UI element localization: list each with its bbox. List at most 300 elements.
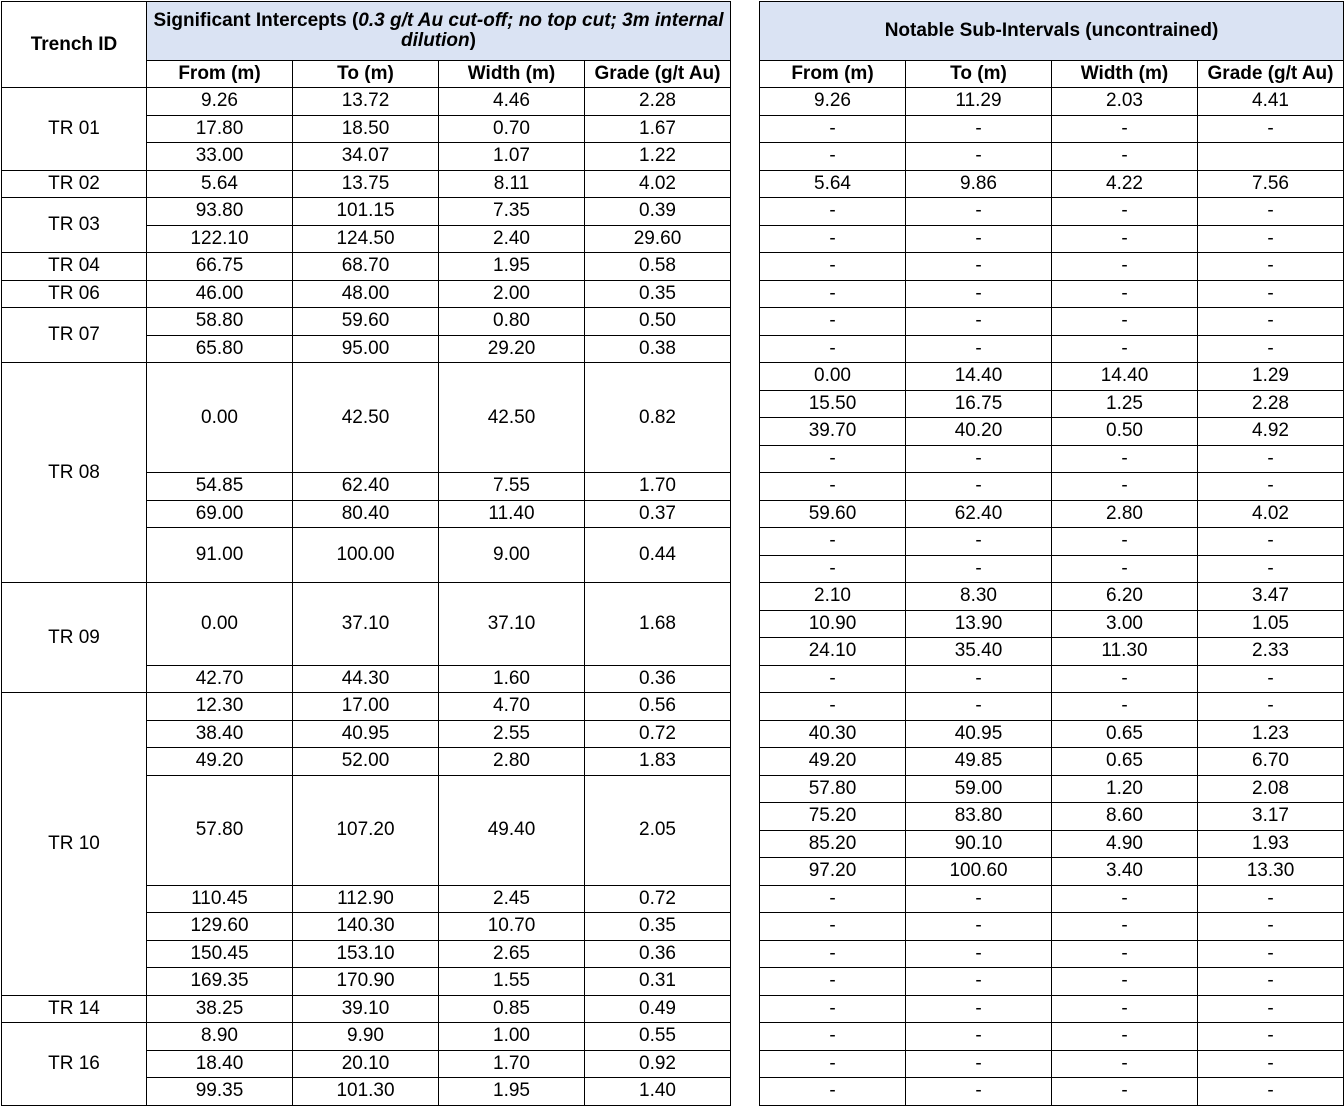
trench-id-cell: TR 03 — [2, 198, 147, 253]
to-cell: 13.72 — [293, 88, 439, 116]
width-cell: 2.45 — [439, 885, 585, 913]
table-row — [760, 775, 1344, 803]
width-cell: 1.95 — [439, 253, 585, 281]
sub-intervals-column-headers — [760, 61, 1344, 88]
to-cell: - — [906, 528, 1052, 556]
grade-cell: 0.72 — [585, 720, 731, 748]
table-row — [760, 940, 1344, 968]
width-cell: - — [1052, 115, 1198, 143]
grade-cell: - — [1198, 528, 1344, 556]
table-row — [760, 198, 1344, 226]
trench-id-cell: TR 01 — [2, 88, 147, 171]
to-cell: - — [906, 1023, 1052, 1051]
grade-cell: - — [1198, 940, 1344, 968]
from-cell: - — [760, 115, 906, 143]
table-row — [760, 693, 1344, 721]
table-row — [2, 198, 731, 226]
table-row — [760, 418, 1344, 446]
to-cell: 16.75 — [906, 390, 1052, 418]
grade-cell: - — [1198, 1023, 1344, 1051]
to-cell: - — [906, 913, 1052, 941]
table-row — [760, 473, 1344, 501]
to-cell: 124.50 — [293, 225, 439, 253]
from-cell: - — [760, 913, 906, 941]
width-cell: 0.65 — [1052, 720, 1198, 748]
width-cell: - — [1052, 1023, 1198, 1051]
grade-cell: - — [1198, 913, 1344, 941]
grade-cell: 1.67 — [585, 115, 731, 143]
from-cell: 39.70 — [760, 418, 906, 446]
trench-id-cell: TR 10 — [2, 693, 147, 996]
from-cell: - — [760, 693, 906, 721]
from-cell: 46.00 — [147, 280, 293, 308]
width-cell: - — [1052, 555, 1198, 583]
table-row — [760, 170, 1344, 198]
width-cell: - — [1052, 665, 1198, 693]
grade-cell: 4.41 — [1198, 88, 1344, 116]
from-cell: - — [760, 1078, 906, 1106]
width-cell: - — [1052, 280, 1198, 308]
width-cell: 11.40 — [439, 500, 585, 528]
table-row — [760, 528, 1344, 556]
from-cell: 169.35 — [147, 968, 293, 996]
from-cell: - — [760, 143, 906, 171]
table-row — [760, 803, 1344, 831]
width-cell: 2.80 — [1052, 500, 1198, 528]
to-cell: 13.75 — [293, 170, 439, 198]
width-cell: 4.22 — [1052, 170, 1198, 198]
from-cell: - — [760, 995, 906, 1023]
from-cell: 93.80 — [147, 198, 293, 226]
width-cell: 1.95 — [439, 1078, 585, 1106]
grade-cell: 6.70 — [1198, 748, 1344, 776]
width-cell: 8.11 — [439, 170, 585, 198]
grade-cell: 0.92 — [585, 1050, 731, 1078]
from-cell: 12.30 — [147, 693, 293, 721]
table-row — [2, 88, 731, 116]
width-cell: - — [1052, 995, 1198, 1023]
trench-id-cell: TR 09 — [2, 583, 147, 693]
grade-cell: 2.33 — [1198, 638, 1344, 666]
width-cell: 0.70 — [439, 115, 585, 143]
to-cell: 40.95 — [293, 720, 439, 748]
to-cell: 39.10 — [293, 995, 439, 1023]
table-row — [760, 638, 1344, 666]
to-cell: 59.60 — [293, 308, 439, 336]
to-cell: 14.40 — [906, 363, 1052, 391]
grade-cell: 0.39 — [585, 198, 731, 226]
grade-cell: 4.02 — [1198, 500, 1344, 528]
to-cell: 112.90 — [293, 885, 439, 913]
grade-cell: 2.08 — [1198, 775, 1344, 803]
from-cell: - — [760, 1050, 906, 1078]
table-row — [760, 1050, 1344, 1078]
from-cell: 17.80 — [147, 115, 293, 143]
grade-cell: 0.72 — [585, 885, 731, 913]
table-row — [760, 225, 1344, 253]
to-cell: 34.07 — [293, 143, 439, 171]
from-cell: 57.80 — [147, 775, 293, 885]
width-cell: 1.07 — [439, 143, 585, 171]
grade-cell: 0.55 — [585, 1023, 731, 1051]
from-cell: - — [760, 445, 906, 473]
from-cell: 58.80 — [147, 308, 293, 336]
from-cell: 18.40 — [147, 1050, 293, 1078]
to-cell: 17.00 — [293, 693, 439, 721]
width-cell: 10.70 — [439, 913, 585, 941]
from-cell: 65.80 — [147, 335, 293, 363]
from-cell: - — [760, 968, 906, 996]
grade-cell: - — [1198, 115, 1344, 143]
to-cell: - — [906, 335, 1052, 363]
width-cell: - — [1052, 225, 1198, 253]
grade-cell: 0.50 — [585, 308, 731, 336]
to-cell: - — [906, 280, 1052, 308]
width-cell: 42.50 — [439, 363, 585, 473]
grade-cell: 1.93 — [1198, 830, 1344, 858]
from-cell: 69.00 — [147, 500, 293, 528]
table-row — [760, 830, 1344, 858]
from-cell: 66.75 — [147, 253, 293, 281]
to-cell: 140.30 — [293, 913, 439, 941]
to-cell: 83.80 — [906, 803, 1052, 831]
grade-cell: 0.35 — [585, 280, 731, 308]
width-cell: - — [1052, 253, 1198, 281]
to-cell: - — [906, 253, 1052, 281]
sub-intervals-body — [760, 88, 1344, 1106]
to-cell: 42.50 — [293, 363, 439, 473]
grade-cell: - — [1198, 253, 1344, 281]
grade-cell: - — [1198, 995, 1344, 1023]
intercepts-body — [2, 88, 731, 1106]
width-cell: - — [1052, 445, 1198, 473]
from-cell: 0.00 — [760, 363, 906, 391]
width-cell: - — [1052, 308, 1198, 336]
to-cell: 80.40 — [293, 500, 439, 528]
grade-cell: 1.83 — [585, 748, 731, 776]
to-cell: 35.40 — [906, 638, 1052, 666]
trench-id-header: Trench ID — [2, 2, 147, 88]
width-cell: - — [1052, 693, 1198, 721]
from-cell: 38.40 — [147, 720, 293, 748]
to-cell: 107.20 — [293, 775, 439, 885]
col-width: Width (m) — [1052, 61, 1198, 88]
from-cell: 85.20 — [760, 830, 906, 858]
to-cell: - — [906, 968, 1052, 996]
width-cell: 3.40 — [1052, 858, 1198, 886]
width-cell: 2.03 — [1052, 88, 1198, 116]
to-cell: 52.00 — [293, 748, 439, 776]
width-cell: 0.50 — [1052, 418, 1198, 446]
table-row — [760, 913, 1344, 941]
grade-cell: 0.31 — [585, 968, 731, 996]
table-row — [760, 1023, 1344, 1051]
to-cell: - — [906, 885, 1052, 913]
table-row — [2, 253, 731, 281]
to-cell: - — [906, 198, 1052, 226]
to-cell: 40.95 — [906, 720, 1052, 748]
to-cell: 100.60 — [906, 858, 1052, 886]
grade-cell: 13.30 — [1198, 858, 1344, 886]
from-cell: 110.45 — [147, 885, 293, 913]
grade-cell: 0.58 — [585, 253, 731, 281]
to-cell: - — [906, 143, 1052, 171]
grade-cell: 0.44 — [585, 528, 731, 583]
table-row — [760, 500, 1344, 528]
width-cell: 14.40 — [1052, 363, 1198, 391]
width-cell: 7.55 — [439, 473, 585, 501]
table-row — [2, 1023, 731, 1051]
sub-intervals-title: Notable Sub-Intervals (uncontrained) — [760, 2, 1344, 61]
to-cell: 90.10 — [906, 830, 1052, 858]
grade-cell: 0.56 — [585, 693, 731, 721]
grade-cell: - — [1198, 1078, 1344, 1106]
grade-cell: 7.56 — [1198, 170, 1344, 198]
to-cell: - — [906, 225, 1052, 253]
from-cell: 122.10 — [147, 225, 293, 253]
grade-cell: 1.40 — [585, 1078, 731, 1106]
width-cell: 2.00 — [439, 280, 585, 308]
grade-cell: 0.36 — [585, 665, 731, 693]
trench-id-cell: TR 06 — [2, 280, 147, 308]
table-row — [2, 363, 731, 391]
to-cell: 95.00 — [293, 335, 439, 363]
trench-id-cell: TR 04 — [2, 253, 147, 281]
grade-cell: - — [1198, 473, 1344, 501]
width-cell: 11.30 — [1052, 638, 1198, 666]
table-row — [760, 720, 1344, 748]
grade-cell: - — [1198, 665, 1344, 693]
from-cell: 24.10 — [760, 638, 906, 666]
to-cell: 62.40 — [906, 500, 1052, 528]
from-cell: 2.10 — [760, 583, 906, 611]
to-cell: 100.00 — [293, 528, 439, 583]
width-cell: - — [1052, 1078, 1198, 1106]
grade-cell: 0.37 — [585, 500, 731, 528]
to-cell: 49.85 — [906, 748, 1052, 776]
from-cell: 33.00 — [147, 143, 293, 171]
table-row — [760, 583, 1344, 611]
grade-cell: 3.47 — [1198, 583, 1344, 611]
col-to: To (m) — [293, 61, 439, 88]
table-row — [760, 335, 1344, 363]
grade-cell: 0.49 — [585, 995, 731, 1023]
from-cell: - — [760, 280, 906, 308]
width-cell: - — [1052, 1050, 1198, 1078]
table-row — [760, 445, 1344, 473]
table-row — [760, 115, 1344, 143]
width-cell: - — [1052, 885, 1198, 913]
table-row — [760, 143, 1344, 171]
grade-cell: - — [1198, 308, 1344, 336]
width-cell: 2.40 — [439, 225, 585, 253]
from-cell: 54.85 — [147, 473, 293, 501]
width-cell: - — [1052, 198, 1198, 226]
grade-cell: 4.92 — [1198, 418, 1344, 446]
from-cell: - — [760, 225, 906, 253]
from-cell: 99.35 — [147, 1078, 293, 1106]
table-row — [760, 363, 1344, 391]
to-cell: 170.90 — [293, 968, 439, 996]
grade-cell: - — [1198, 225, 1344, 253]
to-cell: 20.10 — [293, 1050, 439, 1078]
to-cell: 18.50 — [293, 115, 439, 143]
table-row — [760, 665, 1344, 693]
to-cell: 44.30 — [293, 665, 439, 693]
width-cell: 2.80 — [439, 748, 585, 776]
to-cell: - — [906, 693, 1052, 721]
to-cell: 153.10 — [293, 940, 439, 968]
from-cell: 9.26 — [147, 88, 293, 116]
width-cell: 1.70 — [439, 1050, 585, 1078]
grade-cell: 0.82 — [585, 363, 731, 473]
width-cell: 49.40 — [439, 775, 585, 885]
grade-cell: 2.05 — [585, 775, 731, 885]
grade-cell: - — [1198, 1050, 1344, 1078]
from-cell: - — [760, 885, 906, 913]
grade-cell: 1.29 — [1198, 363, 1344, 391]
width-cell: 37.10 — [439, 583, 585, 666]
width-cell: 4.70 — [439, 693, 585, 721]
from-cell: - — [760, 253, 906, 281]
grade-cell: 0.36 — [585, 940, 731, 968]
table-row — [760, 308, 1344, 336]
width-cell: 2.55 — [439, 720, 585, 748]
sub-intervals-table — [759, 1, 1344, 1106]
table-row — [760, 88, 1344, 116]
width-cell: 2.65 — [439, 940, 585, 968]
from-cell: 0.00 — [147, 363, 293, 473]
to-cell: 59.00 — [906, 775, 1052, 803]
to-cell: - — [906, 995, 1052, 1023]
width-cell: 6.20 — [1052, 583, 1198, 611]
width-cell: 9.00 — [439, 528, 585, 583]
intercepts-title: Significant Intercepts (0.3 g/t Au cut-off; no top cut; 3m internal dilution) — [147, 2, 731, 61]
trench-id-cell: TR 08 — [2, 363, 147, 583]
grade-cell: 1.70 — [585, 473, 731, 501]
table-row — [2, 170, 731, 198]
from-cell: 10.90 — [760, 610, 906, 638]
to-cell: 9.86 — [906, 170, 1052, 198]
table-row — [760, 253, 1344, 281]
grade-cell: - — [1198, 555, 1344, 583]
trench-id-cell: TR 16 — [2, 1023, 147, 1106]
width-cell: - — [1052, 940, 1198, 968]
table-row — [760, 610, 1344, 638]
from-cell: 129.60 — [147, 913, 293, 941]
table-row — [760, 968, 1344, 996]
grade-cell: 1.23 — [1198, 720, 1344, 748]
grade-cell: 1.68 — [585, 583, 731, 666]
from-cell: 57.80 — [760, 775, 906, 803]
grade-cell: 1.22 — [585, 143, 731, 171]
grade-cell: 2.28 — [585, 88, 731, 116]
from-cell: 40.30 — [760, 720, 906, 748]
grade-cell: 29.60 — [585, 225, 731, 253]
to-cell: 13.90 — [906, 610, 1052, 638]
col-from: From (m) — [760, 61, 906, 88]
width-cell: 1.60 — [439, 665, 585, 693]
to-cell: - — [906, 555, 1052, 583]
width-cell: 29.20 — [439, 335, 585, 363]
grade-cell: 0.38 — [585, 335, 731, 363]
col-grade: Grade (g/t Au) — [585, 61, 731, 88]
table-row — [2, 693, 731, 721]
grade-cell: - — [1198, 885, 1344, 913]
from-cell: - — [760, 198, 906, 226]
from-cell: - — [760, 335, 906, 363]
col-width: Width (m) — [439, 61, 585, 88]
to-cell: - — [906, 445, 1052, 473]
to-cell: 62.40 — [293, 473, 439, 501]
from-cell: - — [760, 555, 906, 583]
to-cell: 11.29 — [906, 88, 1052, 116]
table-row — [2, 995, 731, 1023]
to-cell: 9.90 — [293, 1023, 439, 1051]
to-cell: 8.30 — [906, 583, 1052, 611]
col-from: From (m) — [147, 61, 293, 88]
table-row — [760, 858, 1344, 886]
from-cell: - — [760, 1023, 906, 1051]
table-row — [2, 308, 731, 336]
width-cell: - — [1052, 143, 1198, 171]
table-row — [760, 885, 1344, 913]
table-row — [760, 390, 1344, 418]
from-cell: 0.00 — [147, 583, 293, 666]
grade-cell: 0.35 — [585, 913, 731, 941]
to-cell: - — [906, 1078, 1052, 1106]
width-cell: 7.35 — [439, 198, 585, 226]
grade-cell: 1.05 — [1198, 610, 1344, 638]
from-cell: - — [760, 308, 906, 336]
from-cell: 91.00 — [147, 528, 293, 583]
to-cell: 68.70 — [293, 253, 439, 281]
width-cell: 0.80 — [439, 308, 585, 336]
width-cell: 1.25 — [1052, 390, 1198, 418]
from-cell: 97.20 — [760, 858, 906, 886]
to-cell: 101.30 — [293, 1078, 439, 1106]
from-cell: - — [760, 528, 906, 556]
to-cell: 101.15 — [293, 198, 439, 226]
table-row — [760, 748, 1344, 776]
width-cell: - — [1052, 968, 1198, 996]
table-row — [760, 555, 1344, 583]
from-cell: 49.20 — [760, 748, 906, 776]
grade-cell: 2.28 — [1198, 390, 1344, 418]
to-cell: 48.00 — [293, 280, 439, 308]
to-cell: - — [906, 473, 1052, 501]
from-cell: 8.90 — [147, 1023, 293, 1051]
col-to: To (m) — [906, 61, 1052, 88]
width-cell: 0.85 — [439, 995, 585, 1023]
from-cell: 75.20 — [760, 803, 906, 831]
trench-id-cell: TR 02 — [2, 170, 147, 198]
width-cell: 1.00 — [439, 1023, 585, 1051]
table-row — [2, 583, 731, 611]
table-row — [2, 280, 731, 308]
grade-cell: - — [1198, 968, 1344, 996]
from-cell: 5.64 — [760, 170, 906, 198]
significant-intercepts-table — [1, 1, 731, 1106]
grade-cell: - — [1198, 693, 1344, 721]
table-row — [760, 995, 1344, 1023]
width-cell: - — [1052, 913, 1198, 941]
grade-cell: 3.17 — [1198, 803, 1344, 831]
grade-cell: 4.02 — [585, 170, 731, 198]
from-cell: 42.70 — [147, 665, 293, 693]
to-cell: - — [906, 1050, 1052, 1078]
width-cell: 0.65 — [1052, 748, 1198, 776]
